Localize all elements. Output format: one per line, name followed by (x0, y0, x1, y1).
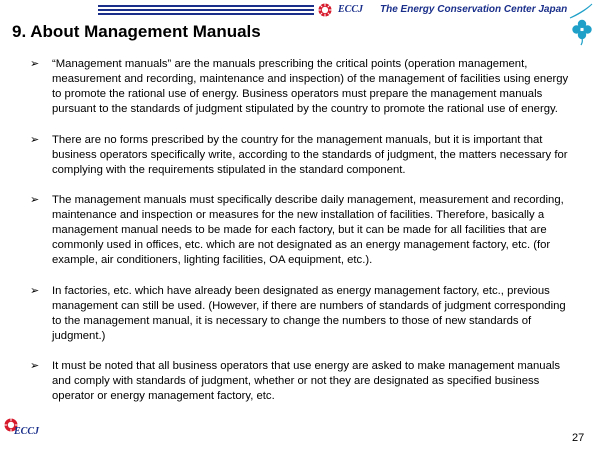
eccj-logo-icon (318, 3, 332, 17)
arrow-bullet-icon: ➢ (30, 194, 40, 206)
header-rule (98, 5, 314, 17)
arrow-bullet-icon: ➢ (30, 284, 40, 297)
arrow-bullet-icon: ➢ (30, 58, 40, 70)
list-item (30, 359, 575, 404)
list-item-text: “Management manuals” are the manuals prescribing the critical points (operation management, measurement and recording, maintenance and inspection) of the management of facilities using energy to promote the rational use of energy. Business operators must prepare the management manuals pursuant to the standards of judgment stipulated by the country to promote the rational use of energy. (52, 58, 569, 115)
list-item-text: The management manuals must specifically describe daily management, measurement and recording, maintenance and inspection or measures for the new installation of facilities. Therefore, basically a management manual needs to be made for each factory, but it can be made for all facilities that are commonly used in offices, etc. which are not designated as an energy management factory, etc. (for example, air conditioners, lighting facilities, OA equipment, etc.). (52, 194, 564, 266)
list-item-text: There are no forms prescribed by the country for the management manuals, but it is important that business operators specifically write, according to the standards of judgment, the matters necessary for complying with the requirements stipulated in the standard component. (52, 133, 568, 176)
page-title: 9. About Management Manuals (12, 22, 261, 41)
header-abbreviation: ECCJ (338, 4, 364, 15)
bullet-list (30, 57, 575, 420)
list-item (30, 284, 575, 344)
clover-icon (566, 2, 598, 46)
header-organization: The Energy Conservation Center Japan (380, 4, 568, 15)
footer-abbreviation: ECCJ (14, 426, 40, 437)
list-item-text: In factories, etc. which have already been designated as energy management factory, etc., previous management can still be used. (However, if there are numbers of standards of judgment corresponding to the management manual, it is necessary to change the numbers to those of new standards of judgment.) (52, 284, 566, 342)
arrow-bullet-icon: ➢ (30, 133, 40, 146)
arrow-bullet-icon: ➢ (30, 360, 40, 372)
list-item (30, 133, 575, 178)
list-item-text: It must be noted that all business operators that use energy are asked to make management manuals and comply with standards of judgment, whether or not they are designated as specified business operator or energy management factory, etc. (52, 360, 561, 402)
page-number: 27 (572, 432, 585, 444)
list-item (30, 193, 575, 268)
list-item (30, 57, 575, 117)
